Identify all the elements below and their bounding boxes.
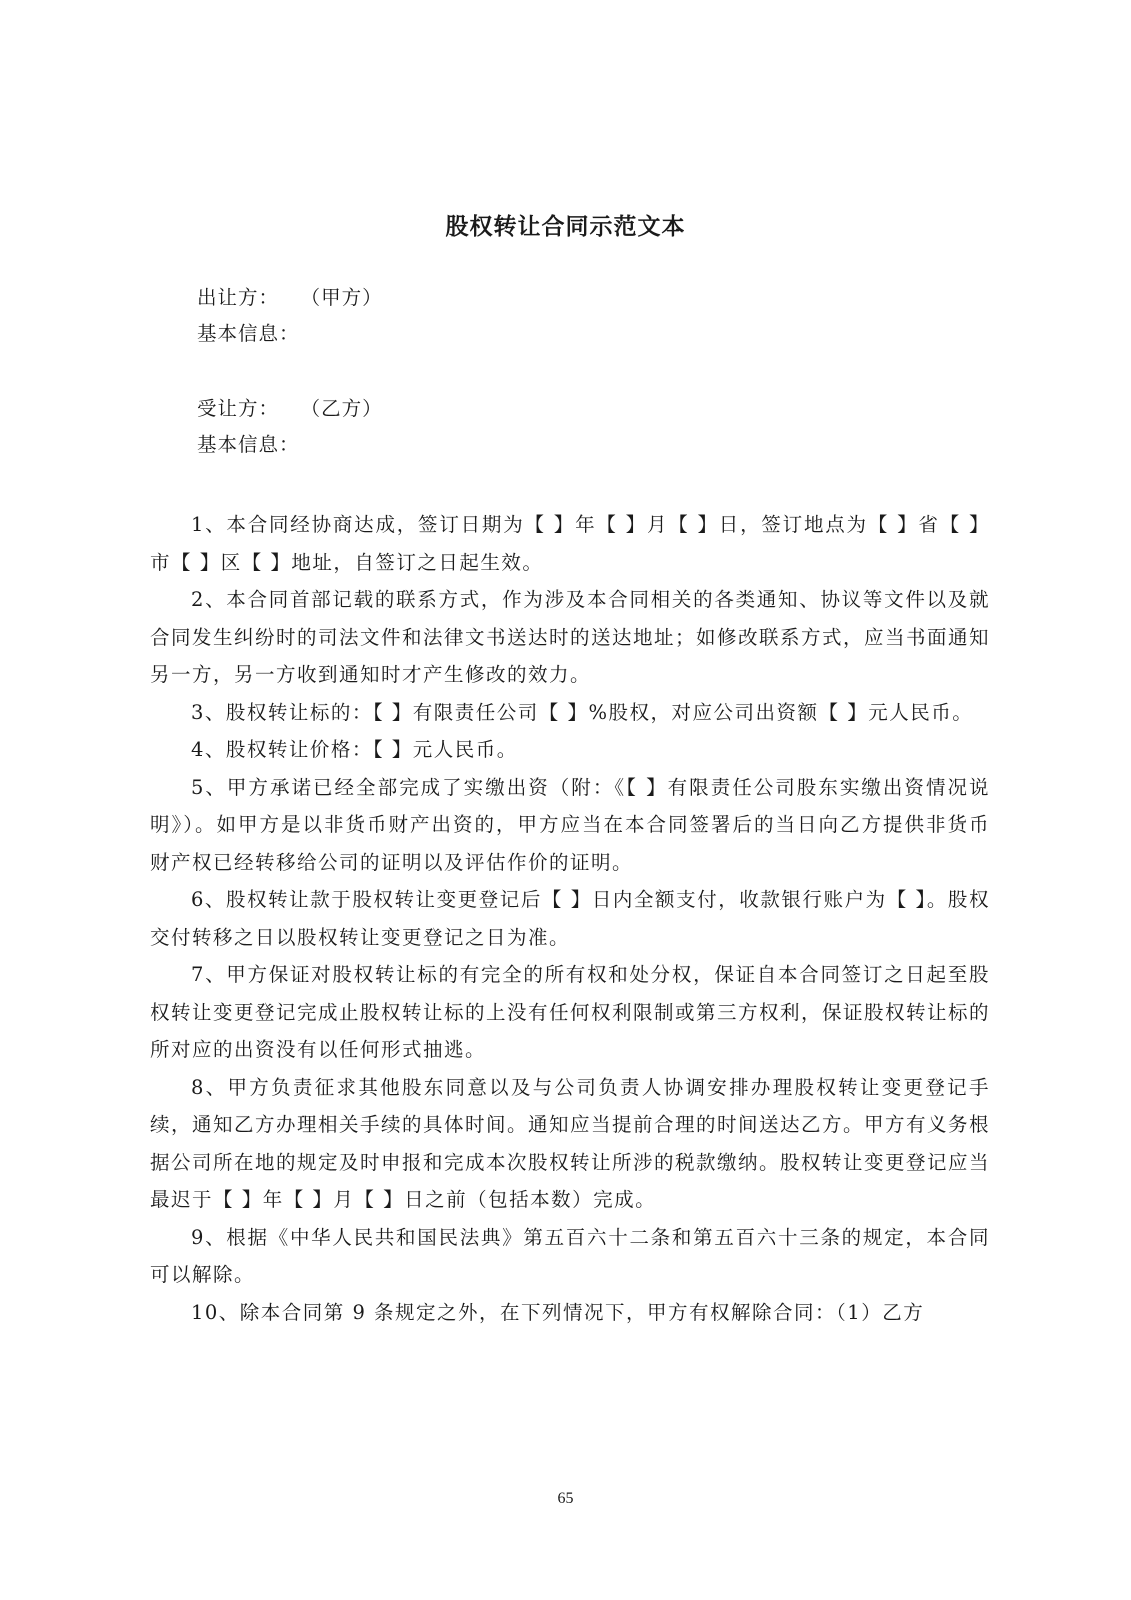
transferor-label: 出让方： （甲方）	[197, 286, 383, 309]
clause-10: 10、除本合同第 9 条规定之外，在下列情况下，甲方有权解除合同：（1）乙方	[190, 1300, 925, 1324]
clause-5: 5、甲方承诺已经全部完成了实缴出资（附：《【 】有限责任公司股东实缴出资情况说明》）。如甲方是以非货币财产出资的，甲方应当在本合同签署后的当日向乙方提供非货币财产权已经转移给公司的证明以及评估作价的证明。	[150, 775, 990, 874]
clause-8: 8、甲方负责征求其他股东同意以及与公司负责人协调安排办理股权转让变更登记手续，通知乙方办理相关手续的具体时间。通知应当提前合理的时间送达乙方。甲方有义务根据公司所在地的规定及时申报和完成本次股权转让所涉的税款缴纳。股权转让变更登记应当最迟于【 】年【 】月【 】日之前（包括本数）完成。	[150, 1075, 991, 1211]
document-title: 股权转让合同示范文本	[445, 214, 686, 240]
transferee-label: 受让方： （乙方）	[197, 397, 383, 420]
clause-7: 7、甲方保证对股权转让标的有完全的所有权和处分权，保证自本合同签订之日起至股权转让变更登记完成止股权转让标的上没有任何权利限制或第三方权利，保证股权转让标的所对应的出资没有以任何形式抽逃。	[150, 963, 991, 1061]
page-number: 65	[557, 1490, 574, 1507]
clause-1: 1、本合同经协商达成，签订日期为【 】年【 】月【 】日，签订地点为【 】省【 】市【 】区【 】地址，自签订之日起生效。	[150, 513, 990, 574]
clause-2: 2、本合同首部记载的联系方式，作为涉及本合同相关的各类通知、协议等文件以及就合同发生纠纷时的司法文件和法律文书送达时的送达地址；如修改联系方式，应当书面通知另一方，另一方收到通知时才产生修改的效力。	[150, 588, 991, 686]
clause-3: 3、股权转让标的：【 】有限责任公司【 】%股权，对应公司出资额【 】元人民币。	[190, 700, 974, 724]
transferee-info-label: 基本信息：	[197, 433, 300, 456]
contract-clauses	[150, 506, 990, 1331]
transferor-info-label: 基本信息：	[197, 322, 300, 345]
clause-9: 9、根据《中华人民共和国民法典》第五百六十二条和第五百六十三条的规定，本合同可以解除。	[150, 1225, 990, 1286]
clause-4: 4、股权转让价格：【 】元人民币。	[190, 738, 518, 761]
clause-6: 6、股权转让款于股权转让变更登记后【 】日内全额支付，收款银行账户为【 】。股权交付转移之日以股权转让变更登记之日为准。	[150, 888, 990, 949]
